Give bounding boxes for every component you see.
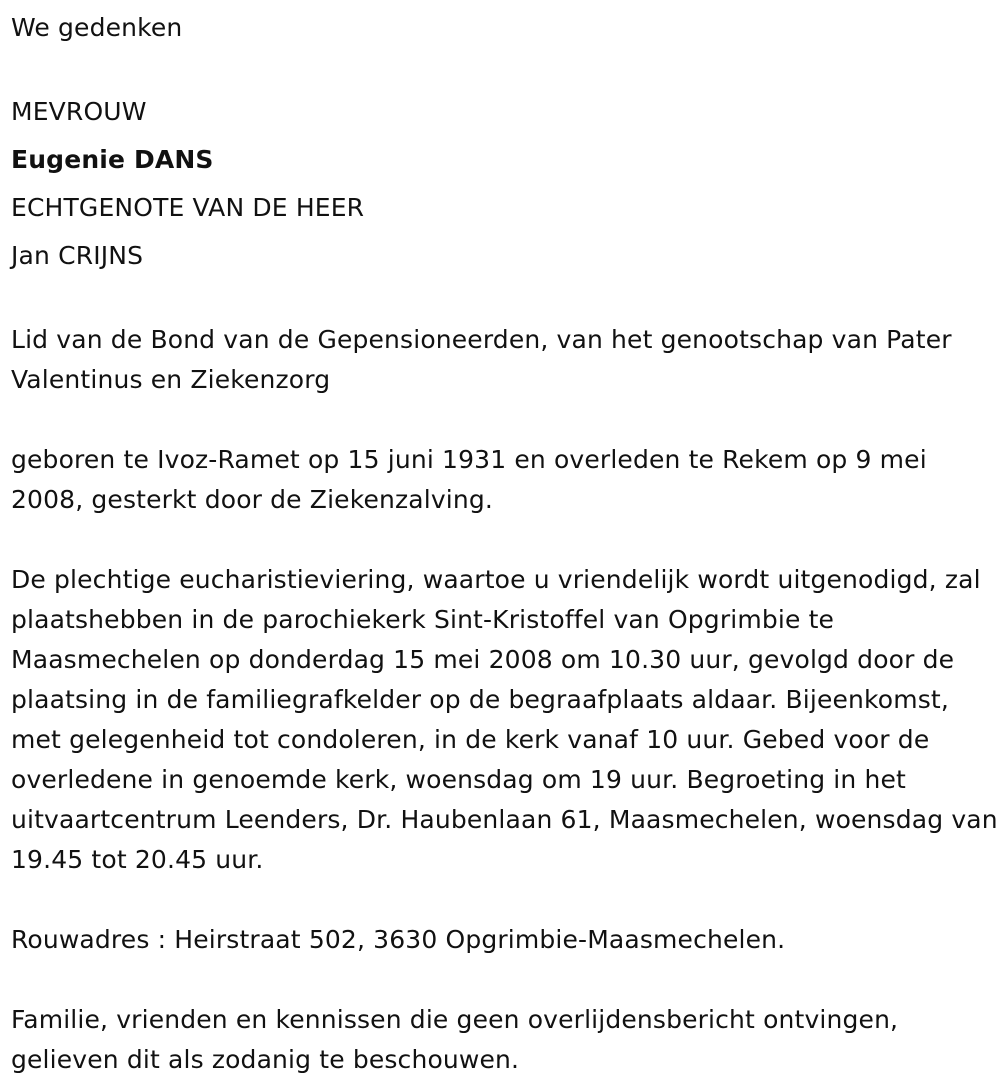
relationship-line: ECHTGENOTE VAN DE HEER <box>11 193 365 222</box>
birth-death-paragraph: geboren te Ivoz-Ramet op 15 juni 1931 en overleden te Rekem op 9 mei 2008, gesterkt door de Ziekenzalving. <box>11 445 927 514</box>
intro-text: We gedenken <box>11 13 183 42</box>
spouse-name: Jan CRIJNS <box>11 241 144 270</box>
deceased-heading <box>11 88 1000 280</box>
deceased-name: Eugenie DANS <box>11 145 214 174</box>
ceremony-paragraph: De plechtige eucharistieviering, waartoe u vriendelijk wordt uitgenodigd, zal plaatshebben in de parochiekerk Sint-Kristoffel van Opgrimbie te Maasmechelen op donderdag 15 mei 2008 om 10.30 uur, gevolgd door de plaatsing in de familiegrafkelder op de begraafplaats aldaar. Bijeenkomst, met gelegenheid tot condoleren, in de kerk vanaf 10 uur. Gebed voor de overledene in genoemde kerk, woensdag om 19 uur. Begroeting in het uitvaartcentrum Leenders, Dr. Haubenlaan 61, Maasmechelen, woensdag van 19.45 tot 20.45 uur. <box>11 565 998 874</box>
membership-paragraph: Lid van de Bond van de Gepensioneerden, van het genootschap van Pater Valentinus en Ziekenzorg <box>11 325 952 394</box>
address-paragraph: Rouwadres : Heirstraat 502, 3630 Opgrimbie-Maasmechelen. <box>11 925 786 954</box>
closing-paragraph: Familie, vrienden en kennissen die geen overlijdensbericht ontvingen, gelieven dit als zodanig te beschouwen. <box>11 1005 899 1074</box>
title-line: MEVROUW <box>11 97 147 126</box>
